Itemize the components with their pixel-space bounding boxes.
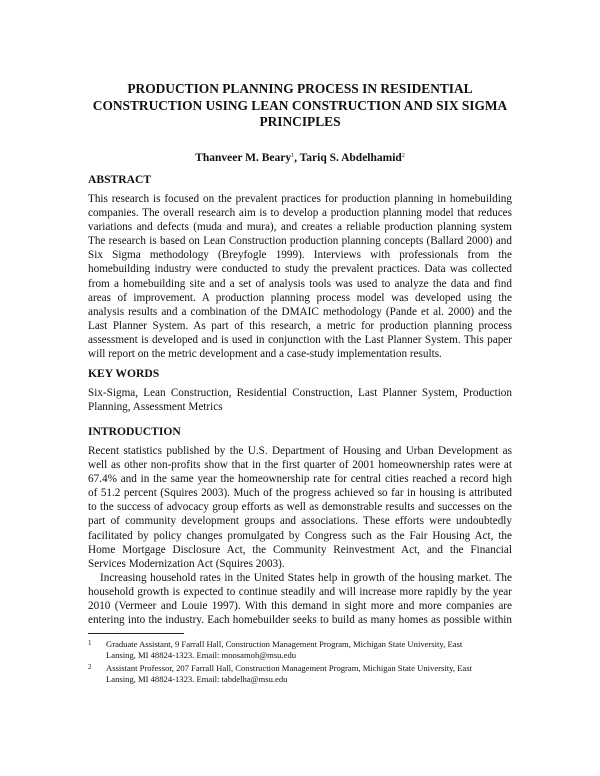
text-line: The research is based on Lean Construction production planning concepts (Ballard 2000) and <box>88 235 512 248</box>
introduction-heading: INTRODUCTION <box>88 425 181 438</box>
text-line: Services Modernization Act (Squires 2003). <box>88 557 285 570</box>
text-line: analysis results and a combination of the DMAIC methodology (Pande et al. 2000) and the <box>88 305 512 318</box>
footnote-line: Lansing, MI 48824-1323. Email: tabdelha@msu.edu <box>106 674 288 685</box>
footnote-number: 1 <box>88 639 92 647</box>
text-line: homebuilding industry were conducted to study the prevalent practices. Data was collected <box>88 263 512 276</box>
text-line: well as other non-profits show that in the first quarter of 2001 homeownership rates were at <box>88 459 512 472</box>
author-footnote-mark: 1 <box>291 153 295 159</box>
text-line: Six-Sigma, Lean Construction, Residential Construction, Last Planner System, Production <box>88 387 512 399</box>
text-line: Six Sigma methodology (Breyfogle 1999). Interviews with professionals from the <box>88 249 512 262</box>
text-line: from a homebuilding site and a set of analysis tools was used to analyze the data and find <box>88 277 512 290</box>
author-name: Thanveer M. Beary <box>195 152 292 164</box>
text-line: to the success of advocacy group efforts as well as demonstrable results and successes on the <box>88 501 512 514</box>
text-line: facilitated by policy changes promulgated by Congress such as the Fair Housing Act, the <box>88 529 512 542</box>
keywords-heading: KEY WORDS <box>88 367 160 380</box>
text-line: companies. The overall research aim is to develop a production planning model that reduces <box>88 207 512 220</box>
title-line: CONSTRUCTION USING LEAN CONSTRUCTION AND SIX SIGMA <box>92 97 508 113</box>
author-separator: , <box>294 152 300 164</box>
text-line: assessment is developed and is used in conjunction with the Last Planner System. This paper <box>88 333 512 346</box>
title-line: PRINCIPLES <box>259 114 341 129</box>
text-line: This research is focused on the prevalent practices for production planning in homebuilding <box>88 193 512 205</box>
author-line <box>88 149 512 165</box>
text-line: will report on the metric development and a case-study implementation results. <box>88 348 442 361</box>
text-line: Planning, Assessment Metrics <box>88 401 223 414</box>
text-line: variations and defects (muda and mura), and creates a reliable production planning system <box>88 221 512 234</box>
text-line: areas of improvement. A production planning process model was developed using the <box>88 291 512 304</box>
abstract-body <box>88 192 512 361</box>
title-line: PRODUCTION PLANNING PROCESS IN RESIDENTIAL <box>127 81 473 96</box>
footnote-rule <box>88 633 184 634</box>
text-line: Last Planner System. As part of this research, a metric for production planning process <box>88 319 512 332</box>
text-line: part of community development groups and associations. These efforts were undoubtedly <box>88 515 512 528</box>
author-name: Tariq S. Abdelhamid <box>299 152 402 164</box>
footnote-line: Lansing, MI 48824-1323. Email: moosamoh@msu.edu <box>106 650 297 661</box>
introduction-body <box>88 444 512 627</box>
footnote-line: Assistant Professor, 207 Farrall Hall, Construction Management Program, Michigan State University, East <box>106 663 472 673</box>
text-line: 2010 (Vermeer and Louie 1997). With this demand in sight more and more companies are <box>88 600 512 613</box>
text-line: Increasing household rates in the United States help in growth of the housing market. The <box>100 571 512 584</box>
paper-title <box>88 81 512 131</box>
text-line: Home Mortgage Disclosure Act, the Community Reinvestment Act, and the Financial <box>88 543 512 556</box>
footnote-number: 2 <box>88 663 92 671</box>
text-line: entering into the industry. Each homebuilder seeks to build as many homes as possible within <box>88 614 512 627</box>
text-line: 67.4% and in the same year the homeownership rate for central cities reached a record high <box>88 473 512 486</box>
text-line: Recent statistics published by the U.S. Department of Housing and Urban Development as <box>88 445 512 457</box>
keywords-body <box>88 386 512 414</box>
text-line: of 51.2 percent (Squires 2003). Much of the progress achieved so far in housing is attributed <box>88 487 512 500</box>
author-footnote-mark: 2 <box>401 153 405 159</box>
abstract-heading: ABSTRACT <box>88 173 152 186</box>
text-line: household growth is expected to continue steadily and will increase more rapidly by the year <box>88 585 512 598</box>
footnote-line: Graduate Assistant, 9 Farrall Hall, Construction Management Program, Michigan State University, East <box>106 639 463 649</box>
